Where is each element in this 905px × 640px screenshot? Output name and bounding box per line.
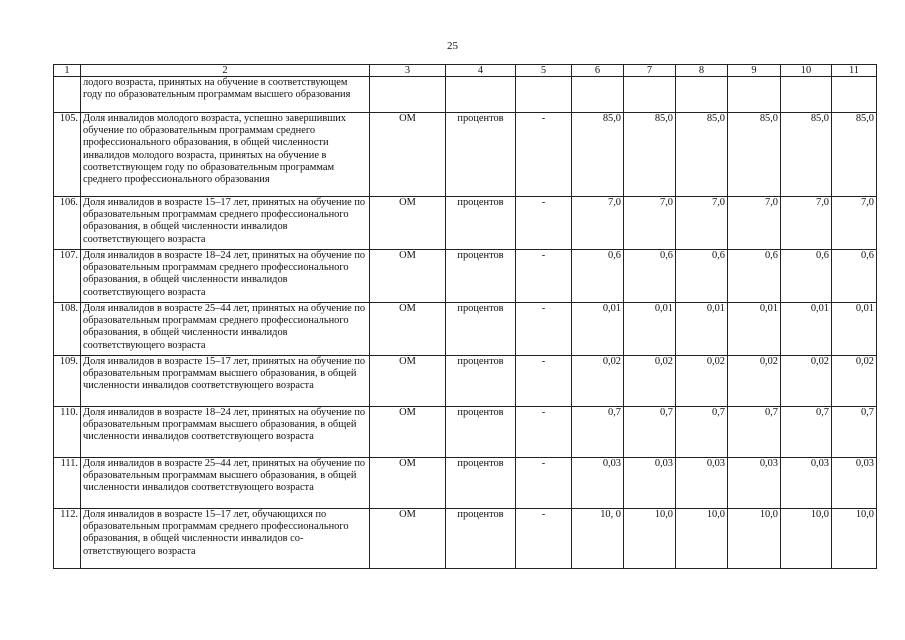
code-cell: ОМ	[370, 458, 446, 509]
indicators-table	[53, 64, 877, 569]
empty-cell	[446, 77, 516, 113]
code-cell: ОМ	[370, 509, 446, 569]
value-cell: 0,03	[624, 458, 676, 509]
empty-cell	[516, 77, 572, 113]
code-cell: ОМ	[370, 197, 446, 250]
row-number: 110.	[54, 407, 81, 458]
code-cell: ОМ	[370, 113, 446, 197]
row-number: 108.	[54, 303, 81, 356]
table-row	[54, 458, 877, 509]
value-cell: 85,0	[832, 113, 877, 197]
value-cell: 0,6	[624, 250, 676, 303]
value-cell: 7,0	[781, 197, 832, 250]
row-number: 107.	[54, 250, 81, 303]
value-cell: 85,0	[624, 113, 676, 197]
table-row	[54, 509, 877, 569]
value-cell: 10,0	[676, 509, 728, 569]
value-cell: 7,0	[832, 197, 877, 250]
value-cell: 10,0	[781, 509, 832, 569]
value-cell: 0,02	[572, 356, 624, 407]
unit-cell: процентов	[446, 303, 516, 356]
col-header-8: 8	[676, 65, 728, 77]
value-cell: 0,01	[624, 303, 676, 356]
unit-cell: процентов	[446, 250, 516, 303]
unit-cell: процентов	[446, 458, 516, 509]
col-header-4: 4	[446, 65, 516, 77]
value-cell: 0,02	[624, 356, 676, 407]
empty-cell	[370, 77, 446, 113]
value-cell: 0,7	[832, 407, 877, 458]
value-cell: 0,03	[676, 458, 728, 509]
col5-cell: -	[516, 197, 572, 250]
value-cell: 0,6	[832, 250, 877, 303]
code-cell: ОМ	[370, 356, 446, 407]
col-header-6: 6	[572, 65, 624, 77]
row-number: 112.	[54, 509, 81, 569]
col-header-9: 9	[728, 65, 781, 77]
empty-cell	[781, 77, 832, 113]
col-header-5: 5	[516, 65, 572, 77]
value-cell: 0,03	[728, 458, 781, 509]
col-header-2: 2	[81, 65, 370, 77]
table-header	[54, 65, 877, 77]
table-row	[54, 303, 877, 356]
empty-cell	[728, 77, 781, 113]
value-cell: 10,0	[624, 509, 676, 569]
value-cell: 7,0	[728, 197, 781, 250]
continuation-text: лодого возраста, принятых на обучение в соответствующем году по образовательным программам высшего образования	[81, 77, 370, 113]
value-cell: 7,0	[676, 197, 728, 250]
value-cell: 0,02	[728, 356, 781, 407]
value-cell: 7,0	[624, 197, 676, 250]
col-header-1: 1	[54, 65, 81, 77]
col5-cell: -	[516, 303, 572, 356]
row-number: 109.	[54, 356, 81, 407]
unit-cell: процентов	[446, 356, 516, 407]
value-cell: 0,02	[676, 356, 728, 407]
value-cell: 0,6	[676, 250, 728, 303]
col-header-10: 10	[781, 65, 832, 77]
table-row	[54, 197, 877, 250]
col5-cell: -	[516, 509, 572, 569]
value-cell: 0,7	[676, 407, 728, 458]
col-header-7: 7	[624, 65, 676, 77]
table-row	[54, 113, 877, 197]
row-number: 106.	[54, 197, 81, 250]
value-cell: 85,0	[676, 113, 728, 197]
indicator-text: Доля инвалидов в возрасте 15–17 лет, обучающихся по образовательным программам среднего профессионального образования, в общей численности инвалидов соответствующего возраста	[81, 509, 370, 569]
table-row	[54, 356, 877, 407]
value-cell: 0,7	[728, 407, 781, 458]
value-cell: 0,02	[781, 356, 832, 407]
value-cell: 0,01	[676, 303, 728, 356]
col5-cell: -	[516, 407, 572, 458]
empty-cell	[572, 77, 624, 113]
indicator-text: Доля инвалидов в возрасте 25–44 лет, принятых на обучение по образовательным программам высшего образования, в общей численности инвалидов соответствующего возраста	[81, 458, 370, 509]
continuation-row	[54, 77, 877, 113]
header-row	[54, 65, 877, 77]
value-cell: 0,01	[728, 303, 781, 356]
value-cell: 0,6	[781, 250, 832, 303]
code-cell: ОМ	[370, 407, 446, 458]
code-cell: ОМ	[370, 303, 446, 356]
value-cell: 0,03	[832, 458, 877, 509]
value-cell: 85,0	[728, 113, 781, 197]
table-row	[54, 250, 877, 303]
value-cell: 0,03	[572, 458, 624, 509]
page-number: 25	[447, 40, 458, 52]
col5-cell: -	[516, 250, 572, 303]
value-cell: 0,01	[572, 303, 624, 356]
continuation-num-cell	[54, 77, 81, 113]
indicator-text: Доля инвалидов в возрасте 15–17 лет, принятых на обучение по образовательным программам высшего образования, в общей численности инвалидов соответствующего возраста	[81, 356, 370, 407]
indicator-text: Доля инвалидов в возрасте 25–44 лет, принятых на обучение по образовательным программам среднего профессионального образования, в общей численности инвалидов соответствующего возраста	[81, 303, 370, 356]
col-header-3: 3	[370, 65, 446, 77]
unit-cell: процентов	[446, 407, 516, 458]
unit-cell: процентов	[446, 197, 516, 250]
value-cell: 0,02	[832, 356, 877, 407]
indicator-text: Доля инвалидов в возрасте 18–24 лет, принятых на обучение по образовательным программам среднего профессионального образования, в общей численности инвалидов соответствующего возраста	[81, 250, 370, 303]
value-cell: 0,6	[728, 250, 781, 303]
empty-cell	[676, 77, 728, 113]
value-cell: 10,0	[832, 509, 877, 569]
value-cell: 85,0	[781, 113, 832, 197]
value-cell: 0,7	[572, 407, 624, 458]
col-header-11: 11	[832, 65, 877, 77]
value-cell: 0,01	[832, 303, 877, 356]
row-number: 105.	[54, 113, 81, 197]
value-cell: 85,0	[572, 113, 624, 197]
value-cell: 0,01	[781, 303, 832, 356]
value-cell: 10,0	[728, 509, 781, 569]
col5-cell: -	[516, 113, 572, 197]
table-row	[54, 407, 877, 458]
col5-cell: -	[516, 356, 572, 407]
indicator-text: Доля инвалидов в возрасте 18–24 лет, принятых на обучение по образовательным программам высшего образования, в общей численности инвалидов соответствующего возраста	[81, 407, 370, 458]
indicator-text: Доля инвалидов молодого возраста, успешно завершивших обучение по образовательным программам среднего профессионального образования, в общей численности инвалидов молодого возраста, принятых на обучение в соответствующем году по образовательным программам среднего профессионального образования	[81, 113, 370, 197]
value-cell: 0,7	[781, 407, 832, 458]
empty-cell	[832, 77, 877, 113]
value-cell: 10, 0	[572, 509, 624, 569]
row-number: 111.	[54, 458, 81, 509]
col5-cell: -	[516, 458, 572, 509]
unit-cell: процентов	[446, 113, 516, 197]
empty-cell	[624, 77, 676, 113]
value-cell: 0,03	[781, 458, 832, 509]
value-cell: 0,7	[624, 407, 676, 458]
code-cell: ОМ	[370, 250, 446, 303]
value-cell: 0,6	[572, 250, 624, 303]
indicator-text: Доля инвалидов в возрасте 15–17 лет, принятых на обучение по образовательным программам среднего профессионального образования, в общей численности инвалидов соответствующего возраста	[81, 197, 370, 250]
unit-cell: процентов	[446, 509, 516, 569]
table-body	[54, 77, 877, 569]
value-cell: 7,0	[572, 197, 624, 250]
